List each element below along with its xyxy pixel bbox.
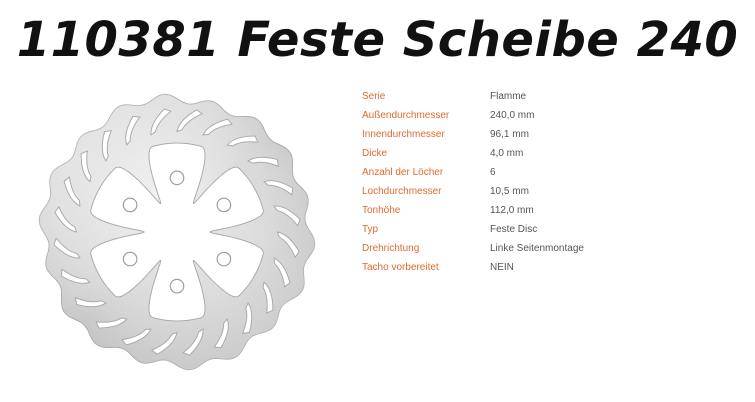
spec-value: 6 xyxy=(490,167,496,178)
spec-value: Flamme xyxy=(490,91,527,102)
spec-row xyxy=(362,182,742,201)
spec-row xyxy=(362,163,742,182)
spec-label: Serie xyxy=(362,91,386,102)
spec-label: Drehrichtung xyxy=(362,243,420,254)
spec-row xyxy=(362,201,742,220)
spec-value: 112,0 mm xyxy=(490,205,534,216)
spec-label: Anzahl der Löcher xyxy=(362,167,444,178)
mounting-hole xyxy=(170,279,184,293)
mounting-hole xyxy=(123,252,137,266)
disc-body xyxy=(39,94,314,369)
spec-label: Außendurchmesser xyxy=(362,110,450,121)
spec-label: Innendurchmesser xyxy=(362,129,445,140)
spec-value: 10,5 mm xyxy=(490,186,529,197)
spec-row xyxy=(362,220,742,239)
spec-value: Linke Seitenmontage xyxy=(490,243,584,254)
spec-value: Feste Disc xyxy=(490,224,538,235)
spec-value: 4,0 mm xyxy=(490,148,524,159)
spec-row xyxy=(362,144,742,163)
spec-label: Typ xyxy=(362,224,379,235)
mounting-hole xyxy=(217,198,231,212)
mounting-hole xyxy=(170,171,184,185)
spec-value: NEIN xyxy=(490,262,514,273)
spec-row xyxy=(362,125,742,144)
spec-value: 96,1 mm xyxy=(490,129,529,140)
brake-disc-image xyxy=(32,82,322,382)
mounting-hole xyxy=(123,198,137,212)
spec-table xyxy=(362,87,742,277)
mounting-hole xyxy=(217,252,231,266)
spec-row xyxy=(362,106,742,125)
spec-label: Tonhöhe xyxy=(362,205,401,216)
spec-row xyxy=(362,239,742,258)
spec-label: Dicke xyxy=(362,148,388,159)
spec-label: Tacho vorbereitet xyxy=(362,262,439,273)
spec-row xyxy=(362,258,742,277)
spec-label: Lochdurchmesser xyxy=(362,186,442,197)
spec-row xyxy=(362,87,742,106)
product-title: 110381 Feste Scheibe 240 xyxy=(16,12,739,68)
spec-value: 240,0 mm xyxy=(490,110,535,121)
